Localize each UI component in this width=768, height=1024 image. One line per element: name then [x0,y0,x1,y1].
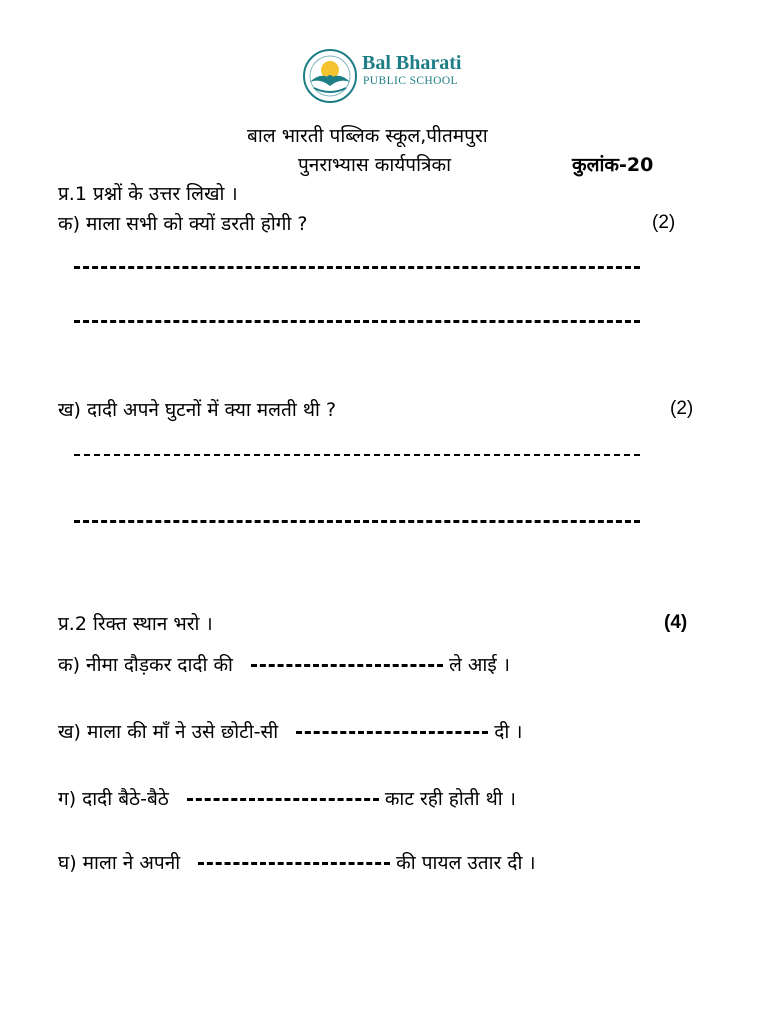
school-logo [300,48,470,104]
fill-blank-before: घ) माला ने अपनी [58,852,181,874]
q2-marks: (4) [664,612,688,633]
q1b-marks: (2) [670,398,694,419]
worksheet-title: पुनराभ्यास कार्यपत्रिका [298,154,452,176]
answer-line[interactable] [74,454,640,456]
fill-blank-after: की पायल उतार दी । [396,852,536,874]
q1a-question: क) माला सभी को क्यों डरती होगी ? [58,213,308,235]
blank-line[interactable] [198,862,390,865]
fill-blank-after: ले आई । [448,654,510,676]
blank-line[interactable] [251,664,443,667]
fill-blank-item [58,785,516,811]
blank-line[interactable] [187,798,379,801]
logo-subname: PUBLIC SCHOOL [363,75,458,87]
fill-blank-item [58,651,510,677]
fill-blank-item [58,849,536,875]
fill-blank-before: ग) दादी बैठे-बैठे [58,788,169,810]
blank-line[interactable] [296,731,488,734]
school-name: बाल भारती पब्लिक स्कूल,पीतमपुरा [247,125,488,147]
fill-blank-after: काट रही होती थी । [384,788,516,810]
q1-heading: प्र.1 प्रश्नों के उत्तर लिखो । [58,183,238,205]
q2-heading: प्र.2 रिक्त स्थान भरो । [58,613,213,635]
fill-blank-after: दी । [494,721,523,743]
answer-line[interactable] [74,520,640,523]
fill-blank-item [58,718,523,744]
fill-blank-before: क) नीमा दौड़कर दादी की [58,654,233,676]
fill-blank-before: ख) माला की माँ ने उसे छोटी-सी [58,721,279,743]
logo-name: Bal Bharati [362,52,462,74]
answer-line[interactable] [74,320,640,323]
q1b-question: ख) दादी अपने घुटनों में क्या मलती थी ? [58,399,337,421]
answer-line[interactable] [74,266,640,269]
q1a-marks: (2) [652,212,676,233]
total-marks: कुलांक-20 [572,154,654,176]
logo-emblem-icon [300,48,360,104]
